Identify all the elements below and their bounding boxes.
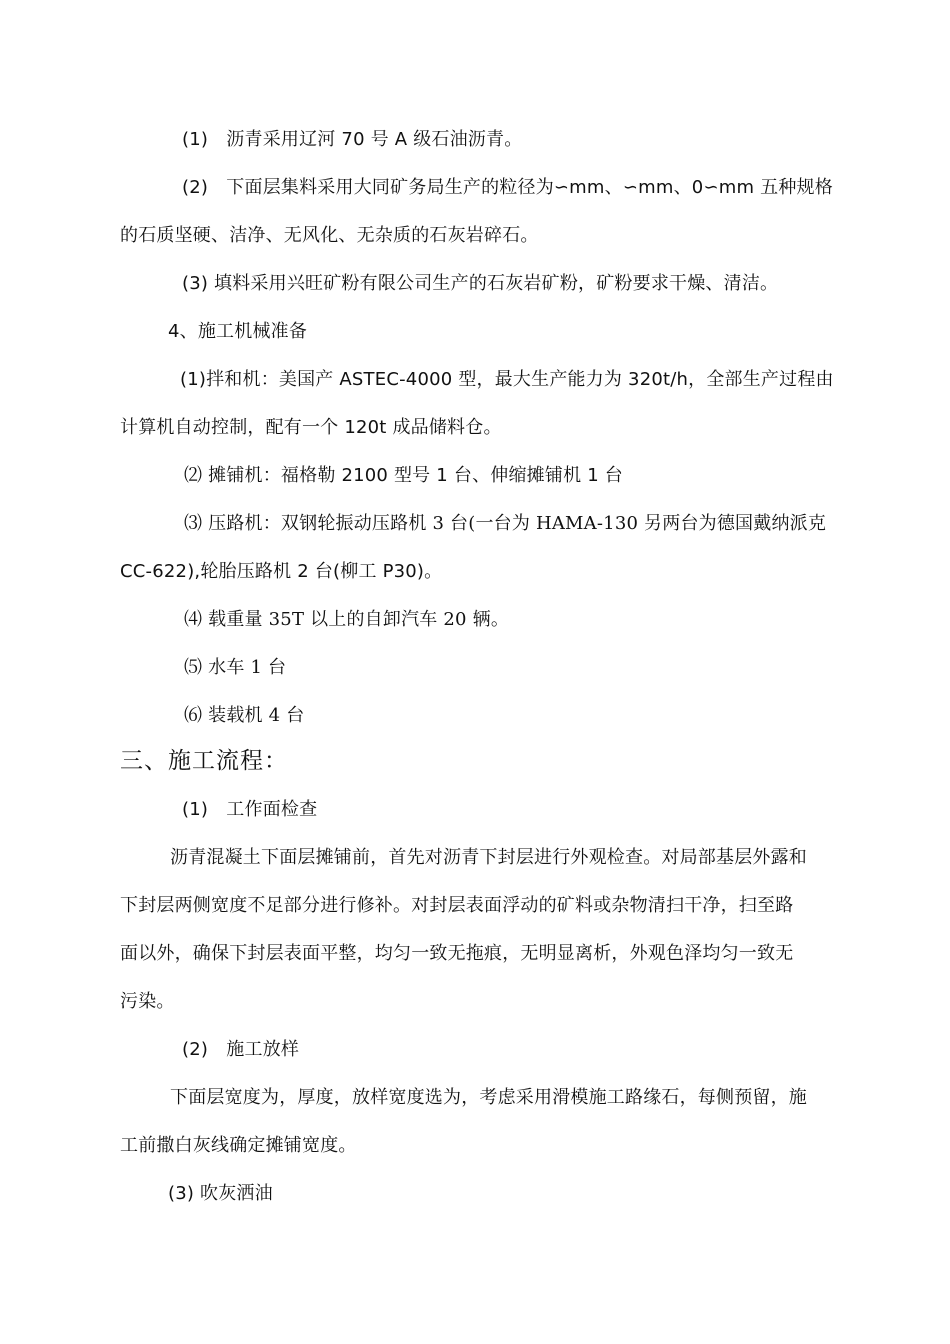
paragraph-surface-check-cont-2: 面以外，确保下封层表面平整，均匀一致无拖痕，无明显离析，外观色泽均匀一致无	[120, 943, 794, 964]
paragraph-surface-check-cont-3: 污染。	[120, 991, 175, 1012]
item-roller: ⑶ 压路机：双钢轮振动压路机 3 台(一台为 HAMA-130 另两台为德国戴纳派克	[184, 513, 827, 534]
paragraph-surface-check-cont-1: 下封层两侧宽度不足部分进行修补。对封层表面浮动的矿料或杂物清扫干净，扫至路	[120, 895, 794, 916]
item-mixer-cont: 计算机自动控制，配有一个 120t 成品储料仓。	[120, 417, 502, 438]
item-mixer: (1)拌和机：美国产 ASTEC-4000 型，最大生产能力为 320t/h，全部生产过程由	[180, 369, 834, 390]
section-heading: 三、施工流程：	[120, 748, 288, 774]
item-blow-spray: (3) 吹灰洒油	[168, 1183, 273, 1204]
item-filler: (3) 填料采用兴旺矿粉有限公司生产的石灰岩矿粉，矿粉要求干燥、清洁。	[182, 273, 779, 294]
subheading-machinery: 4、施工机械准备	[168, 321, 308, 342]
paragraph-surface-check: 沥青混凝土下面层摊铺前，首先对沥青下封层进行外观检查。对局部基层外露和	[170, 847, 807, 868]
item-aggregate: (2) 下面层集料采用大同矿务局生产的粒径为∽mm、∽mm、0∽mm 五种规格	[182, 177, 833, 198]
item-aggregate-cont: 的石质坚硬、洁净、无风化、无杂质的石灰岩碎石。	[120, 225, 539, 246]
item-asphalt: (1) 沥青采用辽河 70 号 A 级石油沥青。	[182, 129, 523, 150]
item-water-truck: ⑸ 水车 1 台	[184, 657, 287, 678]
paragraph-layout: 下面层宽度为，厚度，放样宽度选为，考虑采用滑模施工路缘石，每侧预留，施	[170, 1087, 807, 1108]
item-loader: ⑹ 装载机 4 台	[184, 705, 305, 726]
item-dump-truck: ⑷ 载重量 35T 以上的自卸汽车 20 辆。	[184, 609, 510, 630]
item-layout: (2) 施工放样	[182, 1039, 300, 1060]
item-surface-check: (1) 工作面检查	[182, 799, 318, 820]
item-paver: ⑵ 摊铺机：福格勒 2100 型号 1 台、伸缩摊铺机 1 台	[184, 465, 623, 486]
paragraph-layout-cont: 工前撒白灰线确定摊铺宽度。	[120, 1135, 357, 1156]
item-roller-cont: CC-622),轮胎压路机 2 台(柳工 P30)。	[120, 561, 443, 582]
